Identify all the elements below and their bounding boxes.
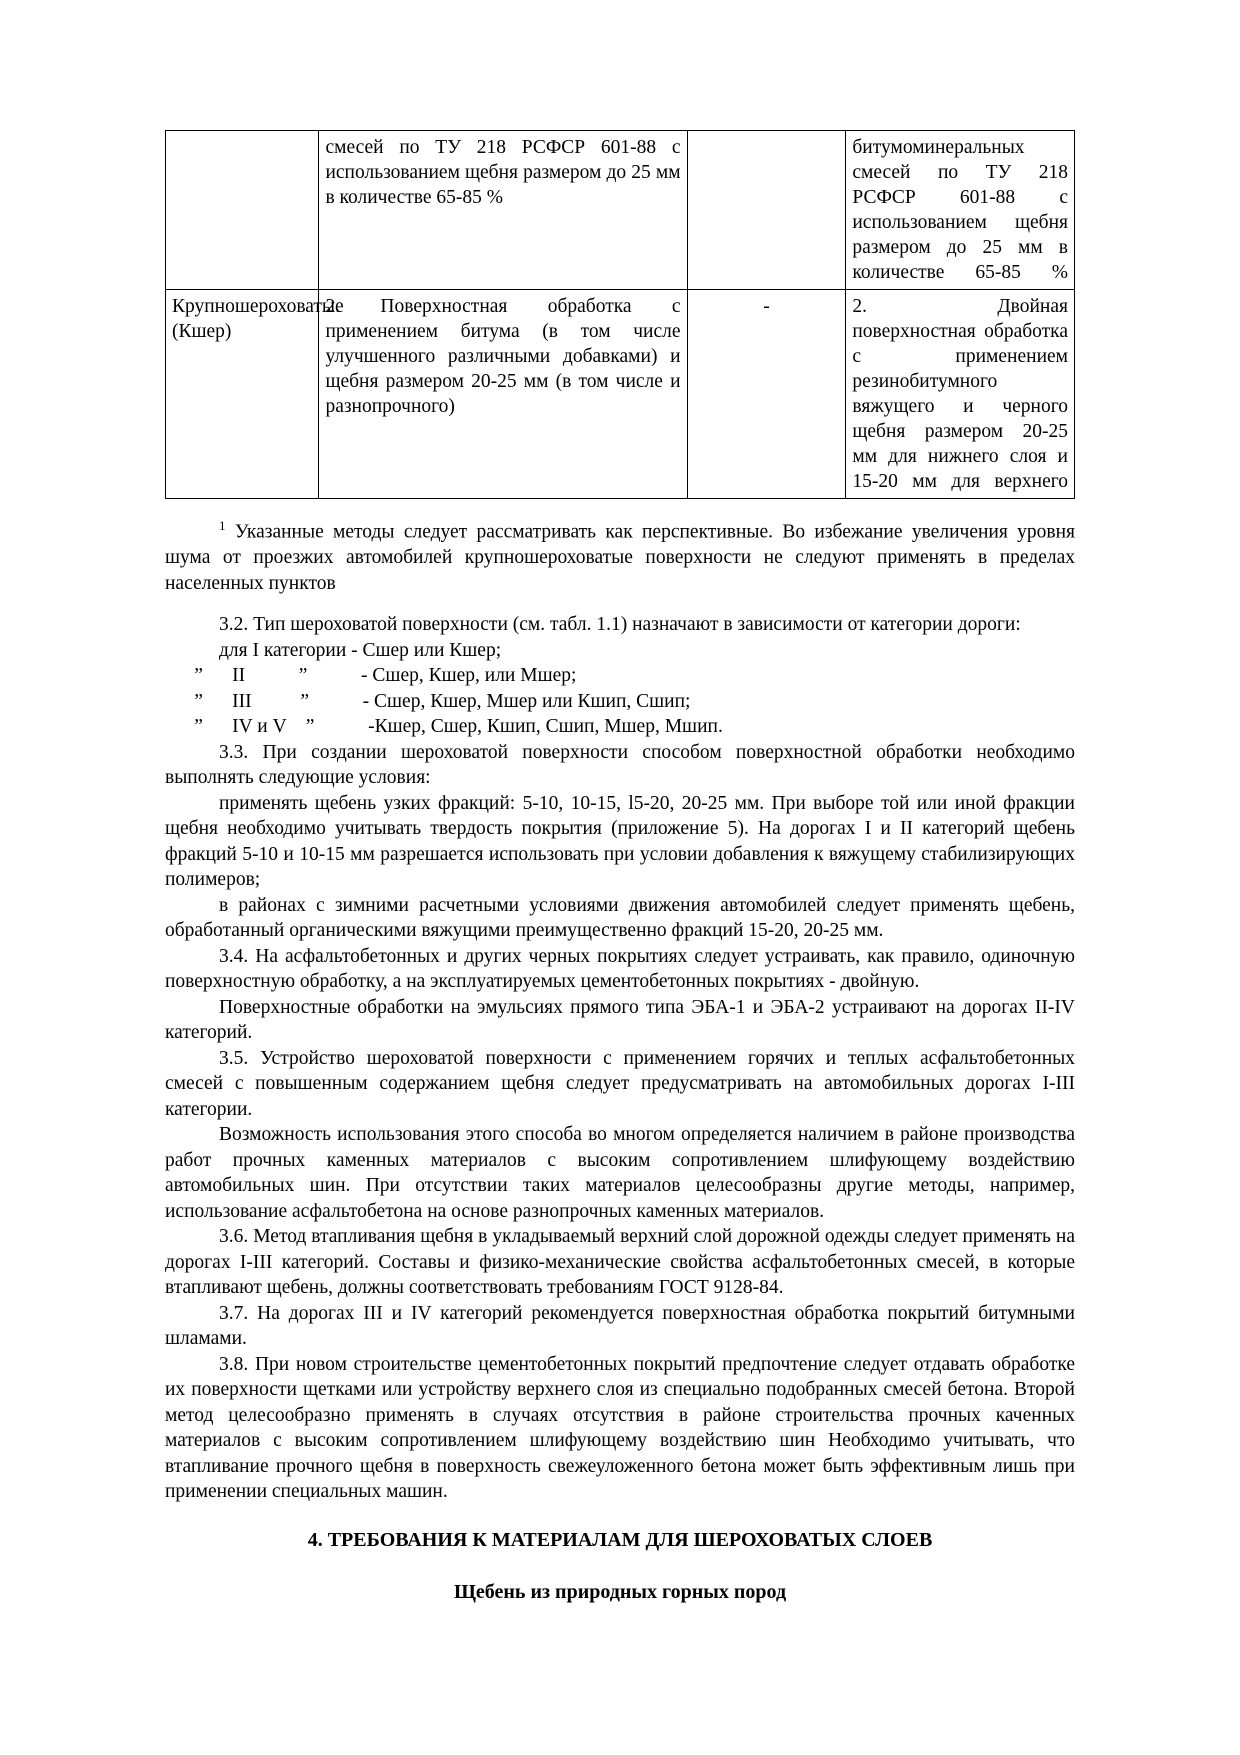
footnote-text: Указанные методы следует рассматривать как перспективные. Во избежание увеличения уровня шума от проезжих автомобилей крупношероховатые поверхности не следуют применять в пределах населенных пунктов <box>165 521 1075 594</box>
table-cell-method: смесей по ТУ 218 РСФСР 601-88 с использованием щебня размером до 25 мм в количестве 65-85 % <box>319 131 687 290</box>
paragraph-3-7: 3.7. На дорогах III и IV категорий рекомендуется поверхностная обработка покрытий битумными шламами. <box>165 1302 1075 1349</box>
paragraph-3-2: 3.2. Тип шероховатой поверхности (см. табл. 1.1) назначают в зависимости от категории дороги: <box>219 614 1021 635</box>
paragraph-3-6: 3.6. Метод втапливания щебня в укладываемый верхний слой дорожной одежды следует применять на дорогах I-III категорий. Составы и физико-механические свойства асфальтобетонных смесей, в которые втапливают щебень, должны соответствовать требованиям ГОСТ 9128-84. <box>165 1226 1075 1298</box>
section-heading: 4. ТРЕБОВАНИЯ К МАТЕРИАЛАМ ДЛЯ ШЕРОХОВАТЫХ СЛОЕВ <box>307 1528 933 1551</box>
table-cell-method: 2. Поверхностная обработка с применением битума (в том числе улучшенного различными добавками) и щебня размером 20-25 мм (в том числе и разнопрочного) <box>319 290 687 499</box>
table-cell-note: - <box>687 290 846 499</box>
paragraph-3-5: 3.5. Устройство шероховатой поверхности с применением горячих и теплых асфальтобетонных смесей с повышенным содержанием щебня следует предусматривать на автомобильных дорогах I-III категории. <box>165 1047 1075 1120</box>
paragraph-3-4-a: Поверхностные обработки на эмульсиях прямого типа ЭБА-1 и ЭБА-2 устраивают на дорогах II-IV категорий. <box>165 996 1075 1043</box>
category-line-3: ” III ” - Сшер, Кшер, Мшер или Кшип, Сшип; <box>165 690 691 712</box>
table-cell-note <box>687 131 846 290</box>
category-line-2: ” II ” - Сшер, Кшер, или Мшер; <box>165 665 577 686</box>
paragraph-3-3-b: в районах с зимними расчетными условиями движения автомобилей следует применять щебень, обработанный органическими вяжущими преимущественно фракций 15-20, 20-25 мм. <box>165 894 1075 941</box>
category-line-4: ” IV и V ” -Кшер, Сшер, Кшип, Сшип, Мшер, Мшип. <box>165 716 723 737</box>
requirements-table <box>165 130 1075 499</box>
footnote-marker: 1 <box>219 518 226 533</box>
table-cell-type: Крупношероховатые (Кшер) <box>166 290 319 499</box>
table-cell-type <box>166 131 319 290</box>
subsection-heading: Щебень из природных горных пород <box>453 1580 787 1603</box>
table-cell-alt: битумоминеральных смесей по ТУ 218 РСФСР 601-88 с использованием щебня размером до 25 мм в количестве 65-85 % <box>846 131 1075 290</box>
paragraph-3-8: 3.8. При новом строительстве цементобетонных покрытий предпочтение следует отдавать обработке их поверхности щетками или устройству верхнего слоя из специально подобранных смесей бетона. Второй метод целесообразно применять в случаях отсутствия в районе строительства прочных каченных материалов с высоким сопротивлением шлифующему воздействию шин Необходимо учитывать, что втапливание прочного щебня в поверхность свежеуложенного бетона может быть эффективным лишь при применении специальных машин. <box>165 1353 1075 1502</box>
paragraph-3-4: 3.4. На асфальтобетонных и других черных покрытиях следует устраивать, как правило, одиночную поверхностную обработку, а на эксплуатируемых цементобетонных покрытиях - двойную. <box>165 945 1075 992</box>
paragraph-3-3: 3.3. При создании шероховатой поверхности способом поверхностной обработки необходимо выполнять следующие условия: <box>165 741 1075 788</box>
table-row <box>166 131 1075 290</box>
paragraph-3-5-a: Возможность использования этого способа во многом определяется наличием в районе производства работ прочных каменных материалов с высоким сопротивлением шлифующему воздействию автомобильных шин. При отсутствии таких материалов целесообразны другие методы, например, использование асфальтобетона на основе разнопрочных каменных материалов. <box>165 1124 1075 1222</box>
table-row <box>166 290 1075 499</box>
paragraph-3-3-a: применять щебень узких фракций: 5-10, 10-15, l5-20, 20-25 мм. При выборе той или иной фракции щебня необходимо учитывать твердость покрытия (приложение 5). На дорогах I и II категорий щебень фракций 5-10 и 10-15 мм разрешается использовать при условии добавления к вяжущему стабилизирующих полимеров; <box>165 792 1075 890</box>
table-cell-alt: 2. Двойная поверхностная обработка с применением резинобитумного вяжущего и черного щебня размером 20-25 мм для нижнего слоя и 15-20 мм для верхнего <box>846 290 1075 499</box>
footnote <box>165 513 1075 596</box>
category-line-1: для I категории - Сшер или Кшер; <box>219 639 502 661</box>
